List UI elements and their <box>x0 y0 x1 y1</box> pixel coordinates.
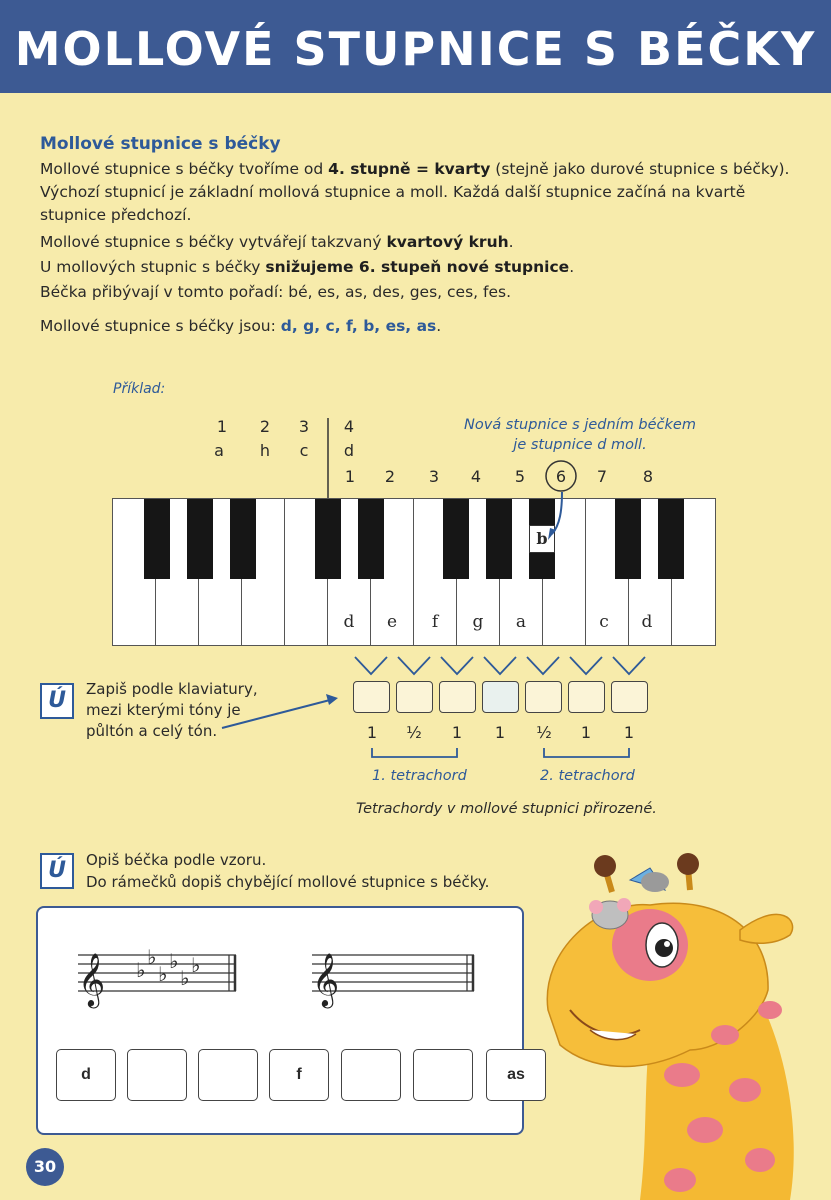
svg-text:♭: ♭ <box>158 962 168 986</box>
interval-value: 1 <box>623 723 635 742</box>
old-degree: 4 <box>343 417 355 436</box>
interval-value: 1 <box>580 723 592 742</box>
task-icon: Ú <box>40 683 74 719</box>
treble-clef-icon: 𝄞 <box>78 952 106 1006</box>
key-letter: d <box>641 612 653 632</box>
intro-line-2: Výchozí stupnicí je základní mollová stupnice a moll. Každá další stupnice začíná na kvartě <box>40 183 746 201</box>
new-scale-note-2: je stupnice d moll. <box>513 437 647 453</box>
old-note: d <box>343 441 355 460</box>
key-letter: f <box>431 612 439 632</box>
page-title: MOLLOVÉ STUPNICE S BÉČKY <box>14 22 817 76</box>
svg-text:♭: ♭ <box>180 966 190 990</box>
treble-clef-icon: 𝄞 <box>312 952 340 1006</box>
intro-line-4: Mollové stupnice s béčky vytvářejí takzvaný kvartový kruh. <box>40 233 514 251</box>
scale-box[interactable] <box>198 1049 258 1101</box>
new-degree-circled: 6 <box>555 467 567 486</box>
intro-line-7: Mollové stupnice s béčky jsou: d, g, c, f, b, es, as. <box>40 317 442 335</box>
interval-value: 1 <box>451 723 463 742</box>
new-scale-note-1: Nová stupnice s jedním béčkem <box>464 417 696 433</box>
key-letter: a <box>515 612 527 632</box>
svg-text:♭: ♭ <box>191 953 201 977</box>
intro-line-1: Mollové stupnice s béčky tvoříme od 4. stupně = kvarty (stejně jako durové stupnice s béčky). <box>40 160 790 178</box>
key-letter: e <box>386 612 398 632</box>
interval-value: ½ <box>536 723 552 742</box>
old-note: c <box>299 441 309 460</box>
key-letter: c <box>599 612 609 632</box>
old-note: a <box>214 441 224 460</box>
new-degree: 1 <box>344 467 356 486</box>
tetrachord-caption: Tetrachordy v mollové stupnici přirozené. <box>356 801 657 817</box>
task1-text-1: Zapiš podle klaviatury, <box>86 680 258 698</box>
intro-line-5: U mollových stupnic s béčky snižujeme 6. stupeň nové stupnice. <box>40 258 575 276</box>
flat-signs <box>136 945 200 990</box>
interval-value: 1 <box>366 723 378 742</box>
section-heading: Mollové stupnice s béčky <box>40 134 281 154</box>
example-label: Příklad: <box>113 381 166 397</box>
scale-box[interactable] <box>413 1049 473 1101</box>
old-degree: 1 <box>216 417 228 436</box>
new-degree: 5 <box>514 467 526 486</box>
new-degree: 4 <box>470 467 482 486</box>
scale-box[interactable] <box>127 1049 187 1101</box>
task2-text-1: Opiš béčka podle vzoru. <box>86 851 267 869</box>
interval-value: ½ <box>406 723 422 742</box>
svg-text:♭: ♭ <box>169 949 179 973</box>
interval-value: 1 <box>494 723 506 742</box>
new-degree: 2 <box>384 467 396 486</box>
old-note: h <box>259 441 271 460</box>
scale-box[interactable]: as <box>486 1049 546 1101</box>
scale-box[interactable] <box>341 1049 401 1101</box>
task2-text-2: Do rámečků dopiš chybějící mollové stupnice s béčky. <box>86 873 490 891</box>
task1-text-3: půltón a celý tón. <box>86 722 218 740</box>
svg-text:♭: ♭ <box>136 958 146 982</box>
old-degree: 3 <box>298 417 310 436</box>
intro-line-3: stupnice předchozí. <box>40 206 192 224</box>
tetrachord-1-label: 1. tetrachord <box>372 768 467 784</box>
old-degree: 2 <box>259 417 271 436</box>
new-degree: 3 <box>428 467 440 486</box>
new-degree: 8 <box>642 467 654 486</box>
svg-text:♭: ♭ <box>147 945 157 969</box>
tetrachord-2-label: 2. tetrachord <box>540 768 635 784</box>
scale-box[interactable]: d <box>56 1049 116 1101</box>
page-number: 30 <box>26 1148 64 1186</box>
task1-text-2: mezi kterými tóny je <box>86 701 241 719</box>
key-letter: g <box>472 612 484 632</box>
task-icon: Ú <box>40 853 74 889</box>
scale-box[interactable]: f <box>269 1049 329 1101</box>
flat-b-label: b <box>529 525 555 553</box>
intro-line-6: Béčka přibývají v tomto pořadí: bé, es, as, des, ges, ces, fes. <box>40 283 512 301</box>
new-degree: 7 <box>596 467 608 486</box>
key-letter: d <box>343 612 355 632</box>
